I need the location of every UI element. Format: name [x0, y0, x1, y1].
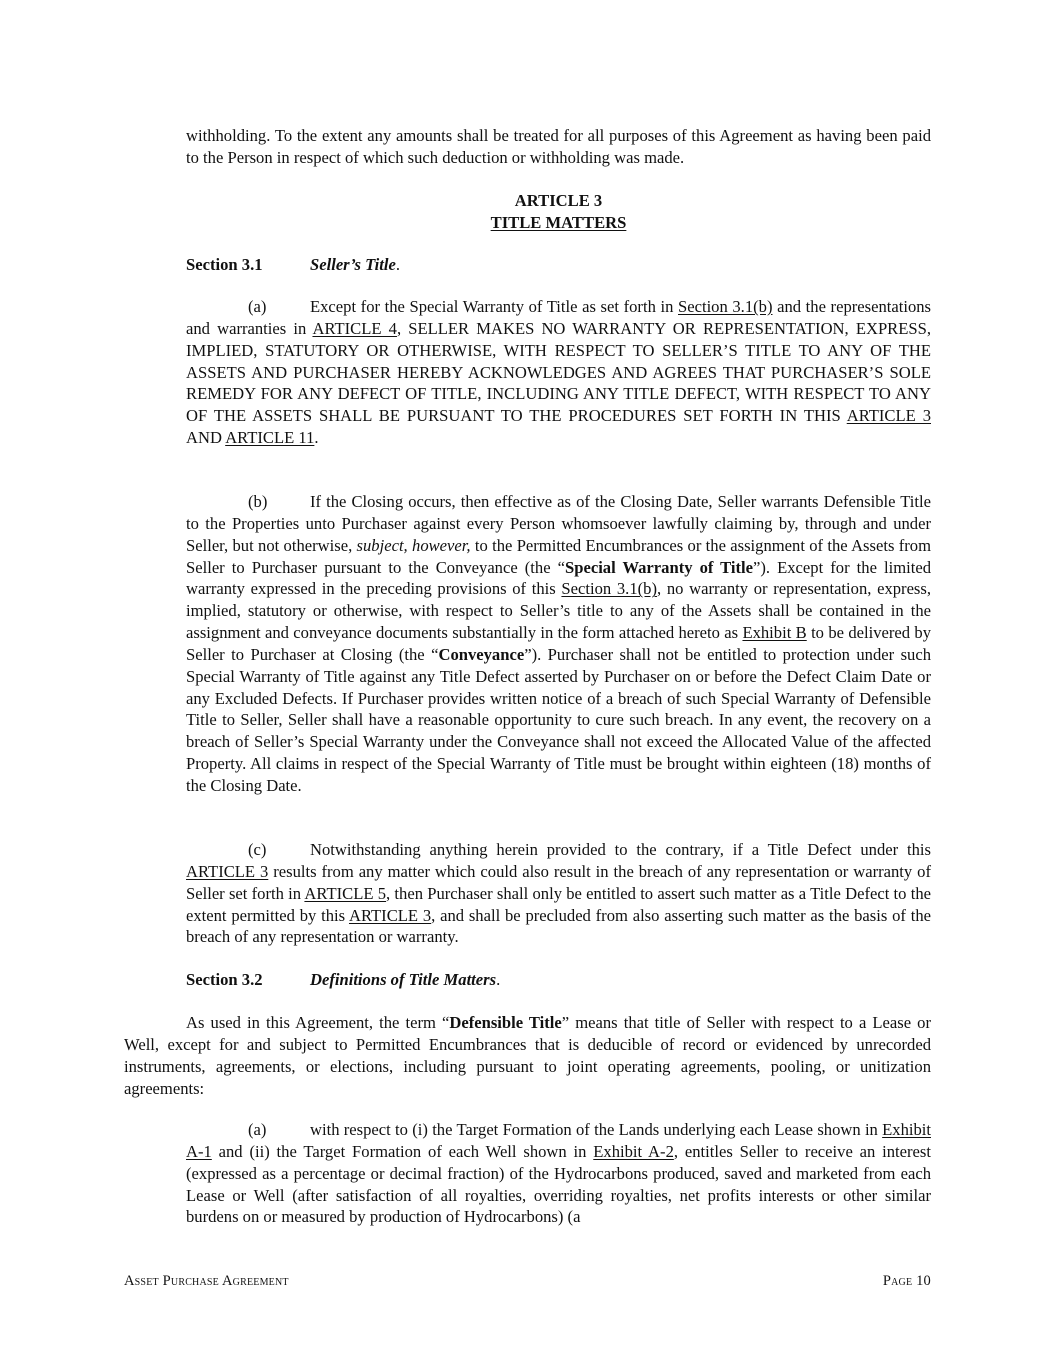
section-3-1-heading — [186, 254, 931, 276]
paragraph-3-1-a — [186, 296, 931, 449]
section-title-period: . — [496, 970, 501, 989]
section-3-2-heading — [186, 969, 931, 991]
section-title: Seller’s Title — [310, 255, 396, 274]
cross-reference-link[interactable]: Exhibit A-2 — [593, 1141, 674, 1161]
text: to the Permitted Encumbrances or the assignment of the Assets from Seller to Purchaser pursuant to the Conveyance (the “ — [186, 535, 931, 577]
cross-reference-link[interactable]: ARTICLE 11 — [225, 428, 315, 448]
section-number: Section 3.2 — [186, 970, 263, 989]
defined-term: Defensible Title — [449, 1013, 562, 1032]
text: and the representations and warranties in — [186, 297, 932, 338]
text: Except for the Special Warranty of Title as set forth in — [310, 297, 678, 316]
cross-reference-link[interactable]: Exhibit A-1 — [186, 1120, 931, 1161]
item-label: (c) — [248, 840, 267, 859]
intro-text: withholding. To the extent any amounts shall be treated for all purposes of this Agreement as having been paid to the Person in respect of which such deduction or withholding was made. — [186, 126, 931, 167]
cross-reference-link[interactable]: ARTICLE 5 — [304, 883, 387, 903]
cross-reference-link[interactable]: ARTICLE 3 — [846, 406, 931, 426]
paragraph-3-1-b — [186, 491, 931, 797]
footer-page-number: Page 10 — [882, 1273, 931, 1289]
text: ”). Purchaser shall not be entitled to protection under such Special Warranty of Title against any Title Defect asserted by Purchaser on or before the Defect Claim Date or any Excluded Defects. If Purchaser provides written notice of a breach of such Special Warranty of Defensible Title to Seller, Seller shall have a reasonable opportunity to cure such breach. In any event, the recovery on a breach of Seller’s Special Warranty under the Conveyance shall not exceed the Allocated Value of the affected Property. All claims in respect of the Special Warranty of Title must be brought within eighteen (18) months of the Closing Date. — [186, 644, 931, 795]
paragraph-3-2-a — [186, 1119, 931, 1228]
article-heading — [186, 190, 931, 234]
paragraph-3-1-c — [186, 839, 931, 948]
cross-reference-link[interactable]: Section 3.1(b) — [561, 579, 657, 599]
section-title-period: . — [395, 255, 401, 274]
defined-term: Special Warranty of Title — [565, 557, 754, 577]
text: with respect to (i) the Target Formation of the Lands underlying each Lease shown in — [310, 1120, 883, 1139]
section-title: Definitions of Title Matters — [310, 970, 497, 989]
text: and (ii) the Target Formation of each Well shown in — [211, 1141, 594, 1161]
section-3-1-b — [186, 491, 931, 797]
item-label: (a) — [248, 1120, 267, 1139]
italic-text: subject, however, — [356, 535, 471, 555]
text: , and shall be precluded from also asserting such matter as the basis of the breach of any representation or warranty. — [186, 905, 931, 947]
paragraph-3-2-intro — [124, 1012, 931, 1099]
text: AND — [186, 428, 226, 448]
text: , SELLER MAKES NO WARRANTY OR REPRESENTATION, EXPRESS, IMPLIED, STATUTORY OR OTHERWISE, WITH RESPECT TO SELLER’S TITLE TO ANY OF THE ASSETS AND PURCHASER HEREBY ACKNOWLEDGES AND AGREES THAT PURCHASER’S SOLE REMEDY FOR ANY DEFECT OF TITLE, INCLUDING ANY TITLE DEFECT, WITH RESPECT TO ANY OF THE ASSETS SHALL BE PURSUANT TO THE PROCEDURES SET FORTH IN THIS — [186, 318, 931, 426]
text: ” means that title of Seller with respect to a Lease or Well, except for and subject to Permitted Encumbrances that is deducible of record or evidenced by unrecorded instruments, agreements, or elections, including pursuant to joint operating agreements, pooling, or unitization agreements: — [124, 1013, 931, 1098]
text: As used in this Agreement, the term “ — [186, 1013, 450, 1032]
section-3-1-c — [186, 839, 931, 948]
section-3-1-a — [186, 296, 931, 449]
text: Notwithstanding anything herein provided to the contrary, if a Title Defect under this — [310, 840, 931, 859]
section-3-2-a — [186, 1119, 931, 1228]
cross-reference-link[interactable]: ARTICLE 3 — [348, 905, 432, 925]
article-title: TITLE MATTERS — [490, 212, 627, 232]
text: results from any matter which could also result in the breach of any representation or warranty of Seller set forth in — [186, 861, 931, 903]
text: . — [314, 428, 319, 448]
section-number: Section 3.1 — [186, 255, 263, 274]
defined-term: Conveyance — [438, 644, 525, 664]
cross-reference-link[interactable]: Exhibit B — [742, 623, 807, 643]
text: to be delivered by Seller to Purchaser at Closing (the “ — [186, 623, 931, 664]
text: , then Purchaser shall only be entitled to assert such matter as a Title Defect to the extent permitted by this — [186, 883, 931, 925]
cross-reference-link[interactable]: ARTICLE 3 — [186, 861, 269, 881]
footer-document-title: Asset Purchase Agreement — [124, 1273, 289, 1289]
section-3-2-intro — [124, 1012, 931, 1099]
text: , no warranty or representation, express, implied, statutory or otherwise, with respect to Seller’s title to any of the Assets shall be contained in the assignment and conveyance documents substantially in the form attached hereto as — [186, 579, 931, 643]
cross-reference-link[interactable]: ARTICLE 4 — [312, 318, 397, 338]
intro-paragraph — [186, 125, 931, 169]
item-label: (b) — [248, 492, 268, 511]
item-label: (a) — [248, 297, 267, 316]
text: If the Closing occurs, then effective as of the Closing Date, Seller warrants Defensible Title to the Properties unto Purchaser against every Person whomsoever lawfully claiming by, through and under Seller, but not otherwise, — [186, 492, 931, 555]
text: ”). Except for the limited warranty expressed in the preceding provisions of this — [186, 557, 931, 599]
article-number: ARTICLE 3 — [514, 191, 603, 210]
cross-reference-link[interactable]: Section 3.1(b) — [678, 297, 773, 316]
text: , entitles Seller to receive an interest (expressed as a percentage or decimal fraction) of the Hydrocarbons produced, saved and marketed from each Lease or Well (after satisfaction of all royalties, overriding royalties, net profits interests or other similar burdens on or measured by production of Hydrocarbons) (a — [186, 1141, 931, 1227]
